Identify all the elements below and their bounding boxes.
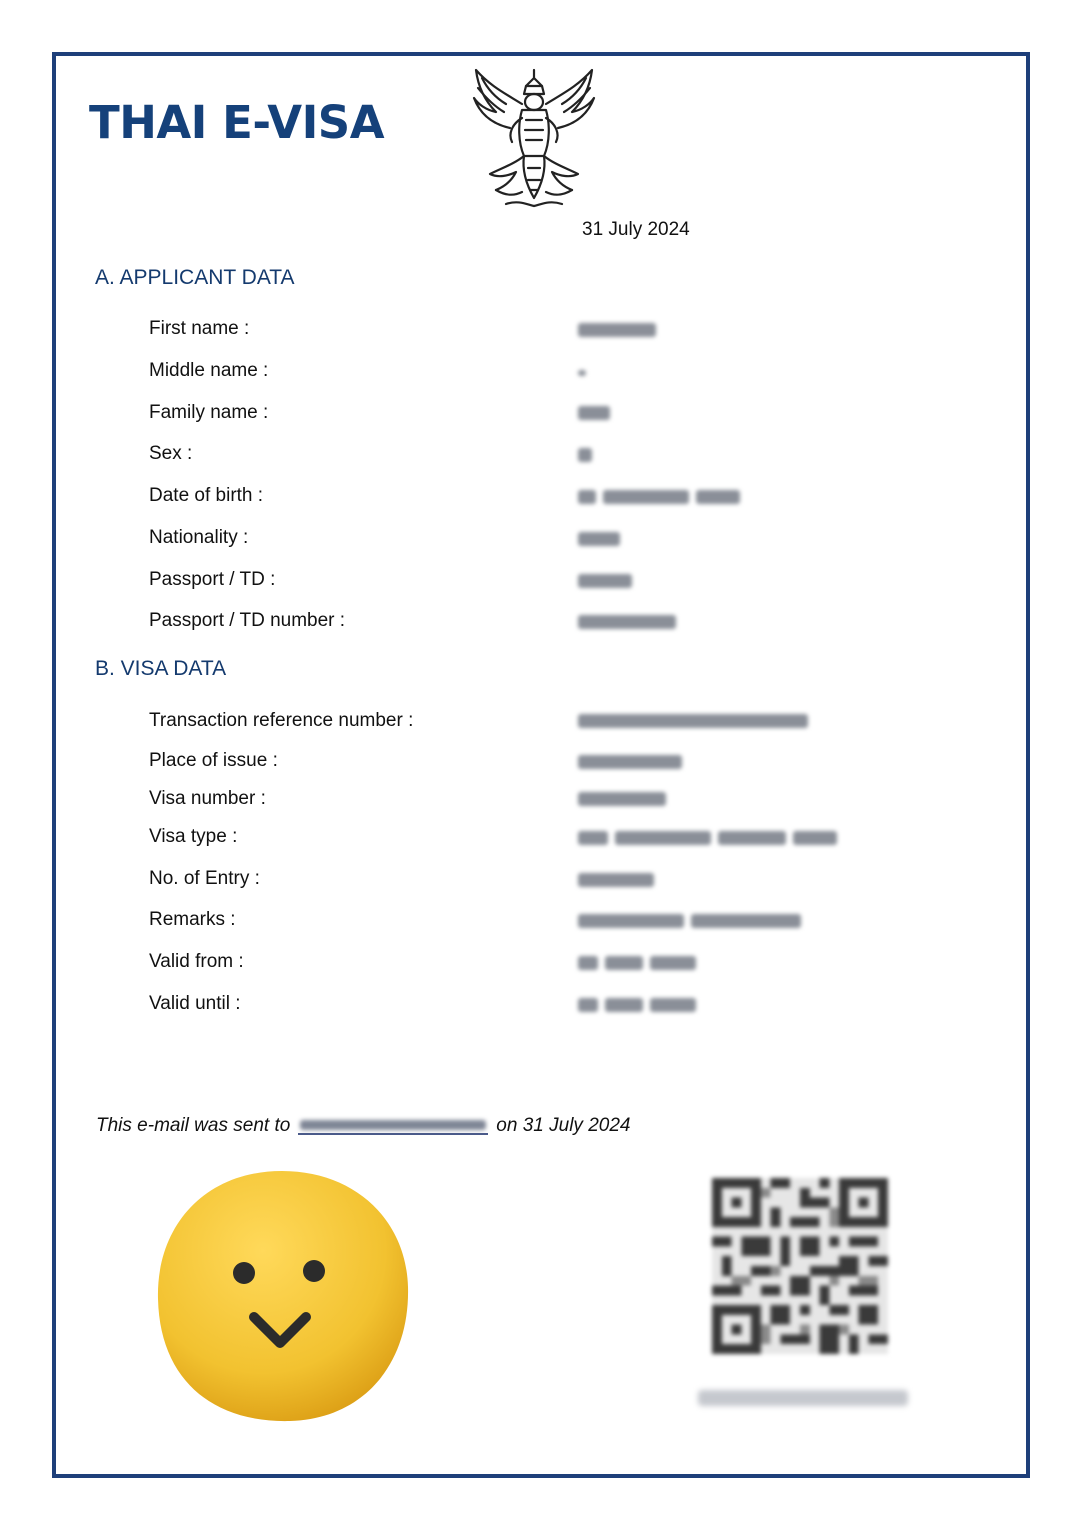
email-sent-prefix: This e-mail was sent to [96,1115,291,1136]
middle-name-label: Middle name : [149,360,269,381]
visa-section-title: B. VISA DATA [95,657,227,680]
date-of-birth-value-redacted [578,488,747,506]
family-name-value-redacted [578,404,617,422]
garuda-emblem-icon [466,64,602,210]
transaction-reference-label: Transaction reference number : [149,710,414,731]
smiley-face-icon [154,1167,410,1425]
visa-number-value-redacted [578,790,673,808]
brand-title: THAI E-VISA [89,96,385,149]
valid-until-label: Valid until : [149,993,241,1014]
email-sent-note [96,1115,630,1137]
date-of-birth-label: Date of birth : [149,485,264,506]
nationality-value-redacted [578,530,627,548]
sex-label: Sex : [149,443,193,464]
transaction-reference-value-redacted [578,712,815,730]
family-name-label: Family name : [149,402,269,423]
passport-number-label: Passport / TD number : [149,610,346,631]
valid-from-label: Valid from : [149,951,244,972]
number-of-entry-value-redacted [578,871,661,889]
qr-code-icon[interactable] [710,1178,890,1354]
middle-name-value-redacted [578,364,593,382]
document-date: 31 July 2024 [582,219,690,240]
applicant-section-title: A. APPLICANT DATA [95,266,295,289]
remarks-label: Remarks : [149,909,236,930]
visa-number-label: Visa number : [149,788,266,809]
passport-type-label: Passport / TD : [149,569,276,590]
valid-from-value-redacted [578,954,703,972]
visa-type-label: Visa type : [149,826,238,847]
nationality-label: Nationality : [149,527,249,548]
passport-number-value-redacted [578,613,683,631]
place-of-issue-value-redacted [578,753,689,771]
first-name-value-redacted [578,321,663,339]
passport-type-value-redacted [578,572,639,590]
remarks-value-redacted [578,912,808,930]
visa-type-value-redacted [578,829,844,847]
sex-value-redacted [578,446,599,464]
first-name-label: First name : [149,318,250,339]
valid-until-value-redacted [578,996,703,1014]
place-of-issue-label: Place of issue : [149,750,278,771]
recipient-email-redacted[interactable] [298,1117,488,1135]
email-sent-suffix: on 31 July 2024 [496,1115,631,1136]
number-of-entry-label: No. of Entry : [149,868,260,889]
qr-caption-redacted [698,1390,908,1406]
